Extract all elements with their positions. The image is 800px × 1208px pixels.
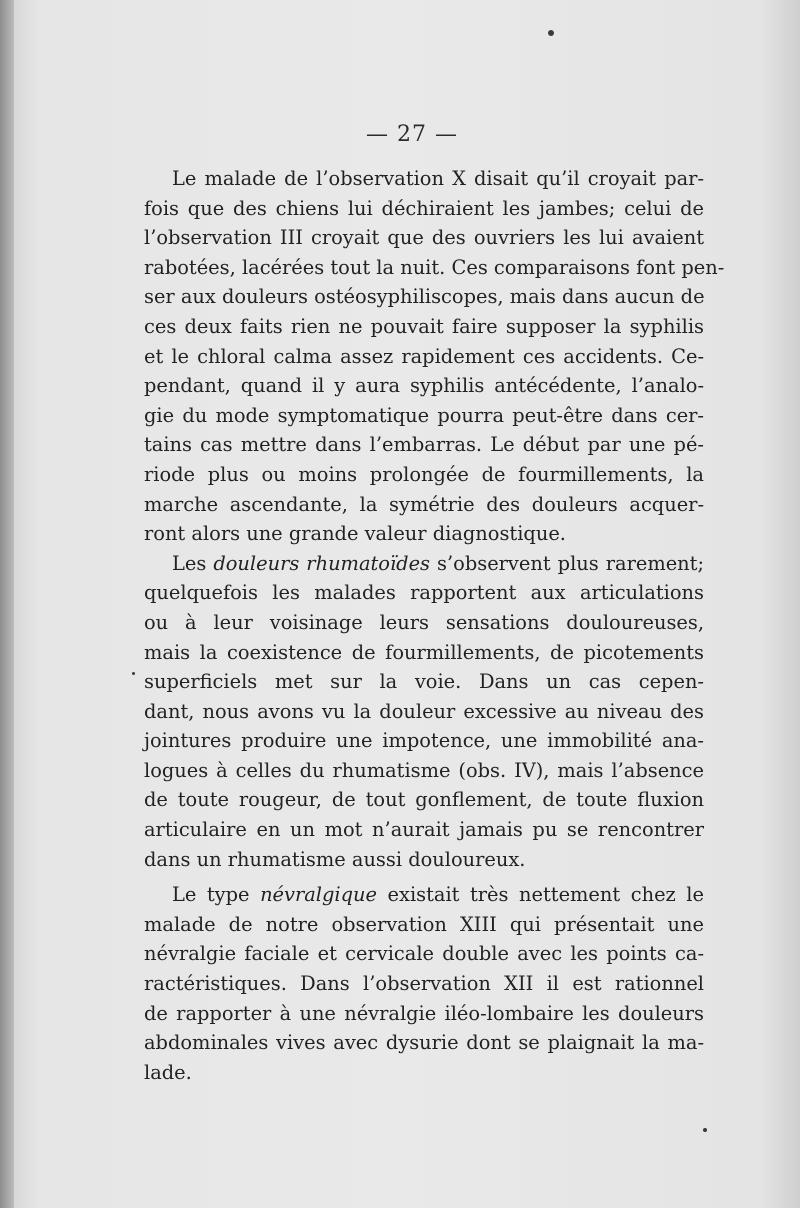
text-line: dans un rhumatisme aussi douloureux.: [144, 847, 526, 871]
page-gutter: [0, 0, 14, 1208]
text-line: Le malade de l’observation X disait qu’il croyait par-: [172, 167, 704, 190]
text-line: l’observation III croyait que des ouvriers les lui avaient: [144, 226, 704, 250]
text-line: abdominales vives avec dysurie dont se plaignait la ma-: [144, 1031, 704, 1055]
text-run: existait très nettement chez le: [377, 883, 704, 907]
text-line: de rapporter à une névralgie iléo-lombaire les douleurs: [144, 1001, 704, 1025]
ink-speck: [703, 1128, 707, 1132]
paragraph-3: [144, 880, 704, 1087]
text-line: superficiels met sur la voie. Dans un cas cepen-: [144, 670, 704, 694]
text-line: dant, nous avons vu la douleur excessive au niveau des: [144, 699, 704, 723]
text-line: riode plus ou moins prolongée de fourmillements, la: [144, 462, 704, 486]
text-line: lade.: [144, 1060, 192, 1084]
text-run: Les: [172, 551, 214, 575]
text-line: malade de notre observation XIII qui présentait une: [144, 912, 704, 936]
page-number: — 27 —: [366, 122, 458, 147]
text-line: ser aux douleurs ostéosyphiliscopes, mais dans aucun de: [144, 285, 705, 309]
text-run: Le type: [172, 883, 261, 907]
text-line: névralgie faciale et cervicale double avec les points ca-: [144, 942, 704, 966]
text-line: ou à leur voisinage leurs sensations douloureuses,: [144, 610, 704, 634]
text-line: ractéristiques. Dans l’observation XII il est rationnel: [144, 972, 704, 996]
text-run: s’observent plus rarement;: [430, 551, 704, 575]
text-line: marche ascendante, la symétrie des douleurs acquer-: [144, 492, 704, 516]
text-line: fois que des chiens lui déchiraient les jambes; celui de: [144, 196, 704, 220]
text-line: ront alors une grande valeur diagnostique.: [144, 522, 566, 546]
text-line: articulaire en un mot n’aurait jamais pu se rencontrer: [144, 818, 704, 842]
text-line: ces deux faits rien ne pouvait faire supposer la syphilis: [144, 314, 704, 338]
italic-term: douleurs rhumatoïdes: [213, 551, 431, 575]
paragraph-2: [144, 549, 704, 875]
text-line: et le chloral calma assez rapidement ces accidents. Ce-: [144, 344, 704, 368]
text-line: de toute rougeur, de tout gonflement, de toute fluxion: [144, 788, 704, 812]
text-line: gie du mode symptomatique pourra peut-être dans cer-: [144, 403, 704, 427]
ink-speck: [132, 672, 135, 675]
text-line: tains cas mettre dans l’embarras. Le début par une pé-: [144, 433, 704, 457]
ink-speck: [548, 30, 554, 36]
text-line: rabotées, lacérées tout la nuit. Ces comparaisons font pen-: [144, 255, 725, 279]
text-line: quelquefois les malades rapportent aux articulations: [144, 581, 704, 605]
paragraph-1: [144, 164, 725, 549]
text-line: [144, 880, 704, 910]
body-text: [144, 164, 725, 1087]
text-line: jointures produire une impotence, une immobilité ana-: [144, 729, 704, 753]
italic-term: névralgique: [260, 883, 378, 907]
text-line: pendant, quand il y aura syphilis antécédente, l’analo-: [144, 374, 704, 398]
text-line: [144, 549, 704, 579]
text-line: logues à celles du rhumatisme (obs. IV), mais l’absence: [144, 758, 704, 782]
text-line: mais la coexistence de fourmillements, de picotements: [144, 640, 704, 664]
